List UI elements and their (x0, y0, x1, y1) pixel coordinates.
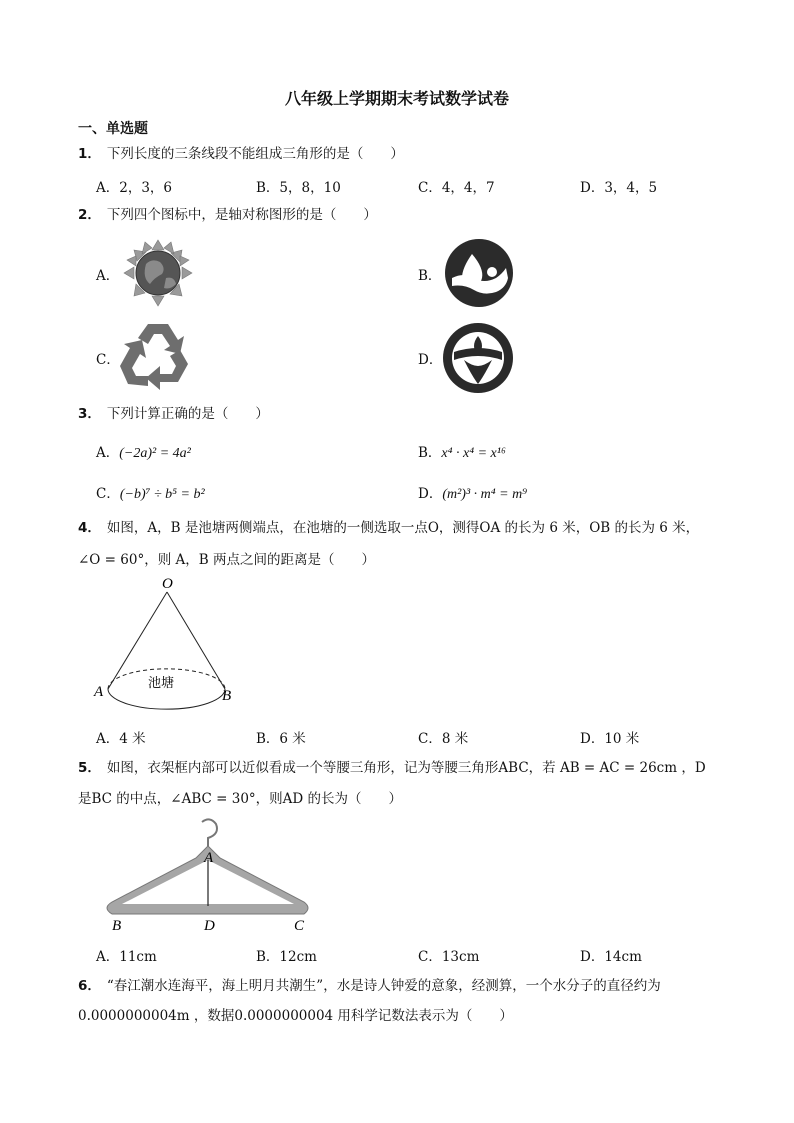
label-o: O (162, 576, 173, 592)
question-number: 6． (78, 978, 101, 994)
recycle-icon (118, 318, 198, 394)
pond-triangle-figure (90, 574, 250, 714)
section-heading: 一、单选题 (78, 121, 148, 137)
question-2 (78, 205, 377, 225)
question-4-line2: ∠O = 60°，则 A，B 两点之间的距离是（ ） (78, 552, 375, 568)
question-text: 下列计算正确的是（ ） (106, 406, 269, 422)
option-formula: (−b)⁷ ÷ b⁵ = b² (119, 487, 205, 502)
label-b: B (112, 918, 122, 934)
option-a: A．11cm (96, 949, 157, 965)
question-text-line1: “春江潮水连海平，海上明月共潮生”，水是诗人钟爱的意象，经测算，一个水分子的直径约为 (106, 978, 661, 994)
option-c: C．4，4，7 (418, 180, 495, 196)
question-number: 5． (78, 760, 101, 776)
option-d (418, 482, 527, 503)
option-b: B．5，8，10 (256, 180, 341, 196)
question-number: 2． (78, 207, 101, 223)
page-title: 八年级上学期期末考试数学试卷 (284, 89, 509, 108)
question-text-line1: 如图，A，B 是池塘两侧端点，在池塘的一侧选取一点O，测得OA 的长为 6 米，OB 的长为 6 米， (106, 520, 700, 536)
question-number: 3． (78, 406, 101, 422)
option-a: A．4 米 (96, 731, 146, 747)
option-b: B．6 米 (256, 731, 306, 747)
option-d: D．3，4，5 (580, 180, 658, 196)
option-label: C． (96, 486, 120, 502)
question-6 (78, 976, 661, 996)
hanger-figure (98, 816, 318, 938)
water-drop-icon (444, 238, 514, 308)
question-number: 4． (78, 520, 101, 536)
option-formula: x⁴ · x⁴ = x¹⁶ (441, 446, 506, 461)
option-label: A． (96, 445, 120, 461)
question-6-line2: 0.0000000004m ，数据0.0000000004 用科学记数法表示为（ ） (78, 1008, 513, 1024)
option-b: B．12cm (256, 949, 317, 965)
option-label: D． (418, 486, 443, 502)
question-text: 下列四个图标中，是轴对称图形的是（ ） (106, 207, 377, 223)
option-d: D．14cm (580, 949, 642, 965)
option-a-label: A． (96, 268, 120, 284)
option-c: C．13cm (418, 949, 480, 965)
label-pond: 池塘 (148, 676, 175, 691)
question-3 (78, 404, 269, 424)
question-text-line1: 如图，衣架框内部可以近似看成一个等腰三角形，记为等腰三角形ABC，若 AB = AC = 26cm ，D (106, 760, 706, 776)
option-d-label: D． (418, 352, 443, 368)
label-a: A (94, 684, 104, 700)
option-b-label: B． (418, 268, 442, 284)
question-number: 1． (78, 146, 101, 162)
label-d: D (204, 918, 215, 934)
option-formula: (−2a)² = 4a² (119, 446, 191, 461)
option-a: A．2，3，6 (96, 180, 173, 196)
question-5 (78, 758, 706, 778)
option-b (418, 441, 506, 462)
option-a (96, 441, 191, 462)
question-4 (78, 518, 699, 538)
label-b: B (222, 688, 232, 704)
option-label: B． (418, 445, 442, 461)
option-d: D．10 米 (580, 731, 640, 747)
label-c: C (294, 918, 305, 934)
option-c (96, 482, 205, 503)
option-formula: (m²)³ · m⁴ = m⁹ (442, 487, 528, 502)
option-c-label: C． (96, 352, 120, 368)
flower-emblem-icon (442, 322, 514, 394)
question-5-line2: 是BC 的中点，∠ABC = 30°，则AD 的长为（ ） (78, 791, 403, 807)
question-1 (78, 144, 404, 164)
option-c: C．8 米 (418, 731, 469, 747)
globe-sun-icon (122, 238, 194, 308)
label-a: A (204, 850, 214, 866)
question-text: 下列长度的三条线段不能组成三角形的是（ ） (106, 146, 404, 162)
